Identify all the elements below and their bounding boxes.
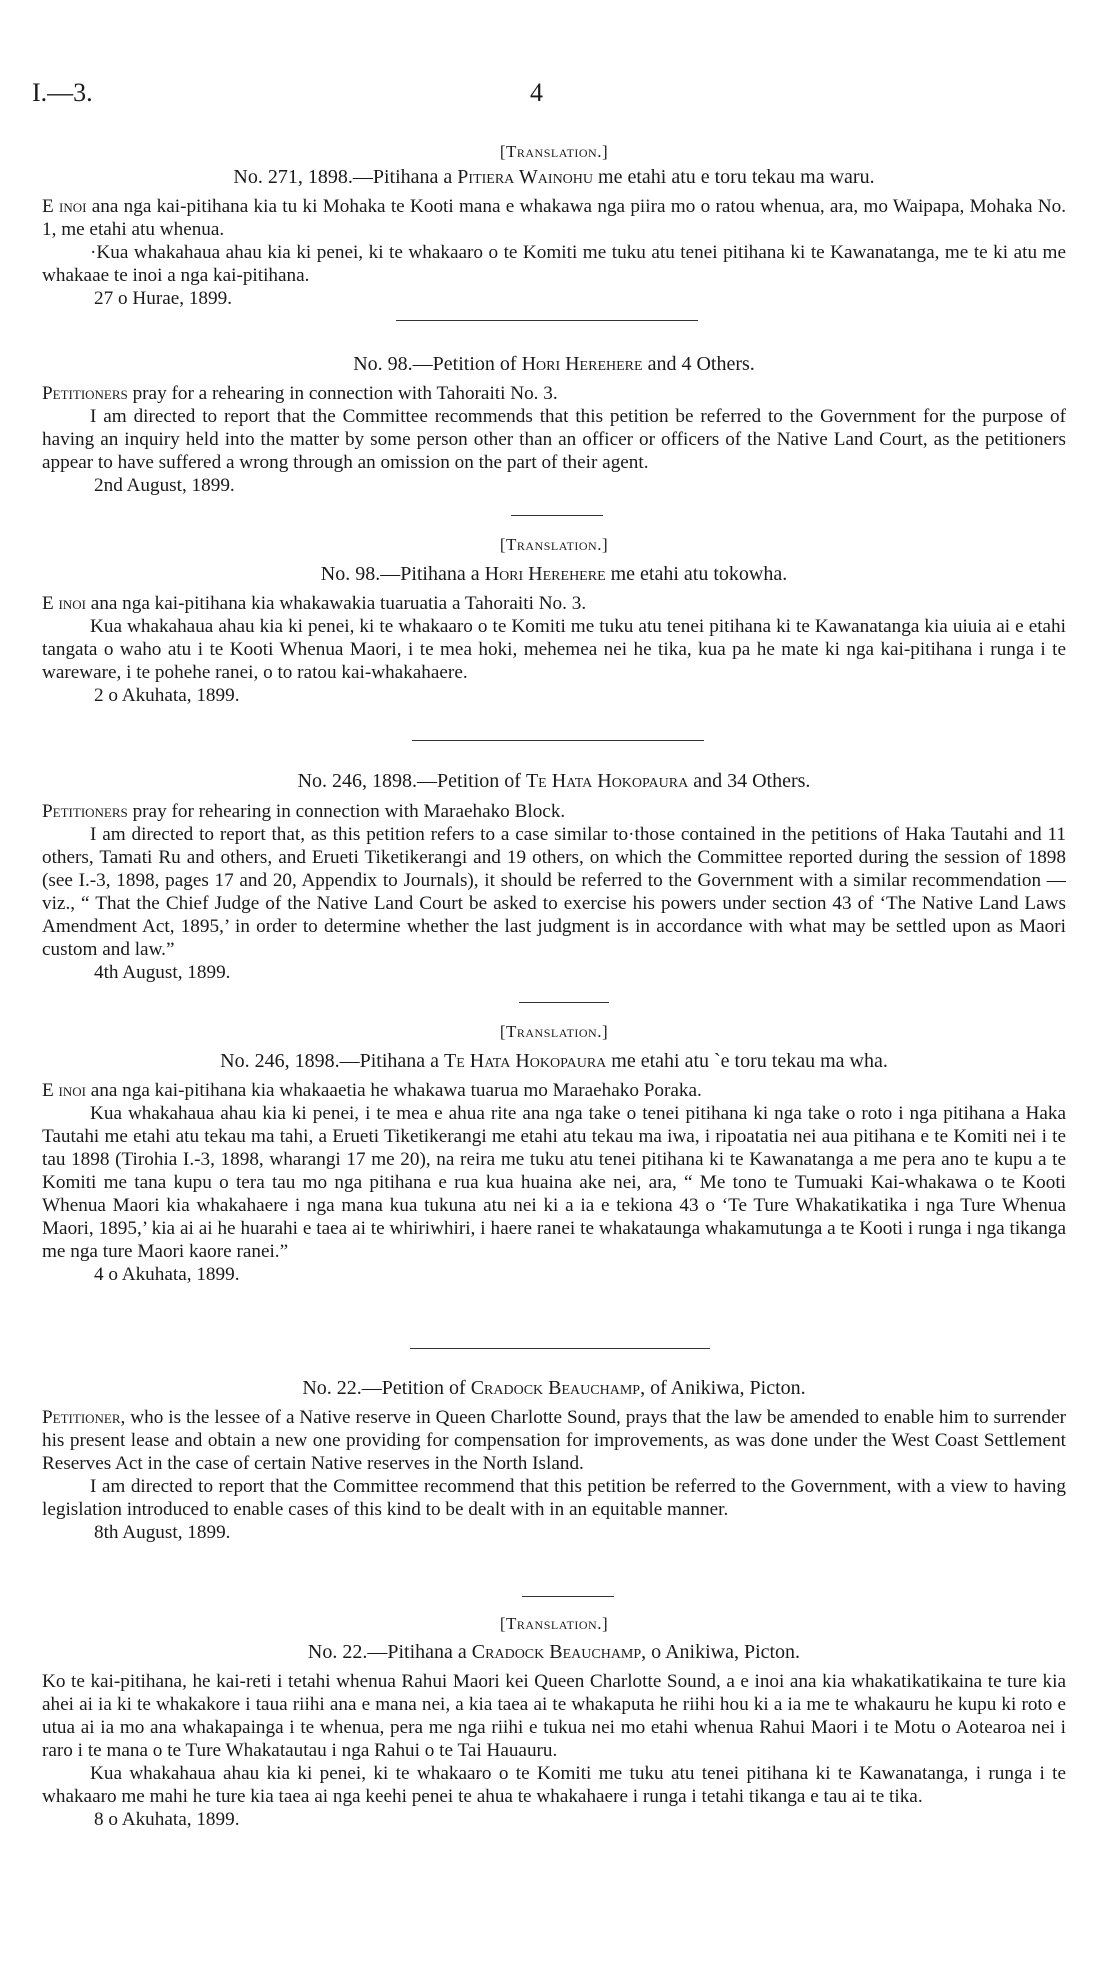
- date: 4th August, 1899.: [94, 962, 231, 983]
- section-body: [42, 1670, 1066, 1831]
- petitioner-name: Hori Herehere: [484, 563, 606, 585]
- paragraph-text: , who is the lessee of a Native reserve in Queen Charlotte Sound, prays that the law be amended to enable him to surrender his present lease and obtain a new one providing for compensation for improvements, as was done under the West Coast Settlement Reserves Act in the case of certain Native reserves in the North Island.: [42, 1407, 1066, 1474]
- title-prefix: No. 22.—Pitihana a: [307, 1641, 472, 1663]
- title-prefix: No. 271, 1898.—Pitihana a: [233, 166, 458, 188]
- translation-label: [Translation.]: [499, 1614, 609, 1633]
- section-body: [42, 800, 1066, 984]
- section-body: [42, 1079, 1066, 1286]
- paragraph: [42, 1406, 1066, 1475]
- paragraph-text: ana nga kai-pitihana kia tu ki Mohaka te Kooti mana e whakawa nga piira mo o ratou whenua, ara, mo Waipapa, Mohaka No. 1, me etahi atu whenua.: [42, 196, 1067, 240]
- short-divider: [522, 1596, 614, 1597]
- lead-word: Petitioners: [42, 801, 128, 822]
- lead-word: Petitioner: [42, 1407, 121, 1428]
- section-title: [42, 1377, 1066, 1400]
- title-suffix: and 4 Others.: [642, 353, 755, 375]
- translation-label: [Translation.]: [499, 142, 609, 161]
- paragraph-text: pray for rehearing in connection with Maraehako Block.: [127, 801, 566, 822]
- section-divider: [412, 740, 704, 741]
- title-suffix: and 34 Others.: [688, 770, 811, 792]
- page-number: 4: [530, 78, 543, 107]
- section-title: [42, 770, 1066, 793]
- paragraph: [42, 1079, 1066, 1102]
- section-divider: [410, 1348, 710, 1349]
- petitioner-name: Hori Herehere: [521, 353, 643, 375]
- section-divider: [396, 320, 698, 321]
- title-prefix: No. 246, 1898.—Petition of: [297, 770, 526, 792]
- section-body: [42, 195, 1066, 310]
- lead-word: E inoi: [42, 1080, 86, 1101]
- title-suffix: , o Anikiwa, Picton.: [641, 1641, 801, 1663]
- paragraph: [42, 1670, 1066, 1762]
- title-prefix: No. 98.—Pitihana a: [320, 563, 485, 585]
- paragraph: [42, 800, 1066, 823]
- paragraph: [42, 195, 1066, 241]
- paragraph: [42, 382, 1066, 405]
- title-suffix: me etahi atu tokowha.: [605, 563, 788, 585]
- paragraph: ·Kua whakahaua ahau kia ki penei, ki te whakaaro o te Komiti me tuku atu tenei pitihana ki te Kawanatanga, me te ki atu me whakaae te inoi a nga kai-pitihana.: [42, 242, 1066, 286]
- section-title: [42, 1641, 1066, 1664]
- paragraph: Kua whakahaua ahau kia ki penei, i te mea e ahua rite ana nga take o tenei pitihana ki nga take o roto i nga pitihana a Haka Tautahi me etahi atu tekau ma tahi, a Erueti Tiketikerangi me etahi atu tekau ma iwa, i ripoatatia nei aua pitihana e te Komiti nei i te tau 1898 (Tirohia I.-3, 1898, wharangi 17 me 20), na reira me tuku atu tenei pitihana ki te Kawanatanga a me pera ano te kupu a te Komiti me tana kupu o tera tau mo nga pitihana e rua kua huaina ake nei, ara, “ Me tono te Tumuaki Kai-whakawa o te Kooti Whenua Maori kia whakahaere i nga mana kua tukuna atu nei ki a ia e tekiona 43 o ‘Te Ture Whakatikatika i nga Ture Whenua Maori, 1895,’ kia ai ai he huarahi e taea ai te whiriwhiri, i haere ranei te whakataunga whakamutunga a te Kooti i runga i nga tikanga me nga ture Maori kaore ranei.”: [42, 1103, 1066, 1262]
- translation-label: [Translation.]: [499, 1022, 609, 1041]
- title-suffix: me etahi atu e toru tekau ma waru.: [593, 166, 875, 188]
- title-prefix: No. 98.—Petition of: [353, 353, 522, 375]
- date: 2 o Akuhata, 1899.: [94, 685, 240, 706]
- date: 8th August, 1899.: [94, 1522, 231, 1543]
- petitioner-name: Te Hata Hokopaura: [444, 1050, 607, 1072]
- paragraph: [42, 592, 1066, 615]
- short-divider: [519, 1002, 609, 1003]
- petitioner-name: Cradock Beauchamp: [470, 1377, 641, 1399]
- title-prefix: No. 22.—Petition of: [302, 1377, 471, 1399]
- petitioner-name: Cradock Beauchamp: [471, 1641, 642, 1663]
- paragraph: Kua whakahaua ahau kia ki penei, ki te whakaaro o te Komiti me tuku atu tenei pitihana ki te Kawanatanga kia uiuia ai e etahi tangata o waho atu i te Kooti Whenua Maori, i te mea hoki, mehemea nei he tika, kua pa he mate ki nga kai-pitihana i runga i te wareware, i te pohehe ranei, o to ratou kai-whakahaere.: [42, 616, 1066, 683]
- lead-word: Ko: [42, 1671, 66, 1692]
- date: 4 o Akuhata, 1899.: [94, 1264, 240, 1285]
- lead-word: E inoi: [42, 593, 86, 614]
- paragraph: I am directed to report that the Committee recommend that this petition be referred to the Government, with a view to having legislation introduced to enable cases of this kind to be dealt with in an equitable manner.: [42, 1476, 1066, 1520]
- section-body: [42, 382, 1066, 497]
- section-title: [42, 166, 1066, 189]
- title-prefix: No. 246, 1898.—Pitihana a: [220, 1050, 445, 1072]
- title-suffix: , of Anikiwa, Picton.: [640, 1377, 806, 1399]
- section-title: [42, 353, 1066, 376]
- section-title: [42, 1050, 1066, 1073]
- date: 2nd August, 1899.: [94, 475, 235, 496]
- lead-word: Petitioners: [42, 383, 128, 404]
- section-title: [42, 563, 1066, 586]
- petitioner-name: Te Hata Hokopaura: [525, 770, 689, 792]
- paragraph-text: ana nga kai-pitihana kia whakaaetia he whakawa tuarua mo Maraehako Poraka.: [85, 1080, 702, 1101]
- paragraph-text: te kai-pitihana, he kai-reti i tetahi whenua Rahui Maori kei Queen Charlotte Sound, a e inoi ana kia whakatikatikaina te ture kia ahei ai ia ki te whakakore i taua riihi ana e mana nei, a kia taea ai te whakaputa he riihi hou ki a ia me te whakauru he kupu ki roto e utua ai ia mo ana whakapainga i te whenua, pera me nga riihi e tukua nei mo etahi whenua Rahui Maori i te Motu o Aotearoa nei i raro i te mana o te Ture Whakatautau i nga Rahui o te Tai Hauauru.: [42, 1671, 1066, 1761]
- paragraph: I am directed to report that, as this petition refers to a case similar to·those contained in the petitions of Haka Tautahi and 11 others, Tamati Ru and others, and Erueti Tiketikerangi and 19 others, on which the Committee reported during the session of 1898 (see I.-3, 1898, pages 17 and 20, Appendix to Journals), it should be referred to the Government with a similar recommendation —viz., “ That the Chief Judge of the Native Land Court be asked to exercise his powers under section 43 of ‘The Native Land Laws Amendment Act, 1895,’ in order to determine whether the last judgment is in accordance with what may be settled upon as Maori custom and law.”: [42, 824, 1066, 960]
- date: 8 o Akuhata, 1899.: [94, 1809, 240, 1830]
- paragraph-text: pray for a rehearing in connection with Tahoraiti No. 3.: [127, 383, 558, 404]
- paragraph: Kua whakahaua ahau kia ki penei, ki te whakaaro o te Komiti me tuku atu tenei pitihana ki te Kawanatanga, i runga i te whakaaro me mahi he ture kia taea ai nga keehi penei te ahua te whakahaere i runga i tetahi tikanga e tau ai te tika.: [42, 1763, 1066, 1807]
- title-suffix: me etahi atu ˋe toru tekau ma wha.: [606, 1050, 888, 1072]
- lead-word: E inoi: [42, 196, 87, 217]
- document-reference: I.—3.: [32, 78, 93, 107]
- short-divider: [511, 515, 603, 516]
- section-body: [42, 1406, 1066, 1544]
- translation-label: [Translation.]: [499, 535, 609, 554]
- petitioner-name: Pitiera Wainohu: [457, 166, 594, 188]
- paragraph: I am directed to report that the Committee recommends that this petition be referred to the Government for the purpose of having an inquiry held into the matter by some person other than an officer or officers of the Native Land Court, as the petitioners appear to have suffered a wrong through an omission on the part of their agent.: [42, 406, 1066, 473]
- date: 27 o Hurae, 1899.: [94, 288, 233, 309]
- paragraph-text: ana nga kai-pitihana kia whakawakia tuaruatia a Tahoraiti No. 3.: [85, 593, 587, 614]
- section-body: [42, 592, 1066, 707]
